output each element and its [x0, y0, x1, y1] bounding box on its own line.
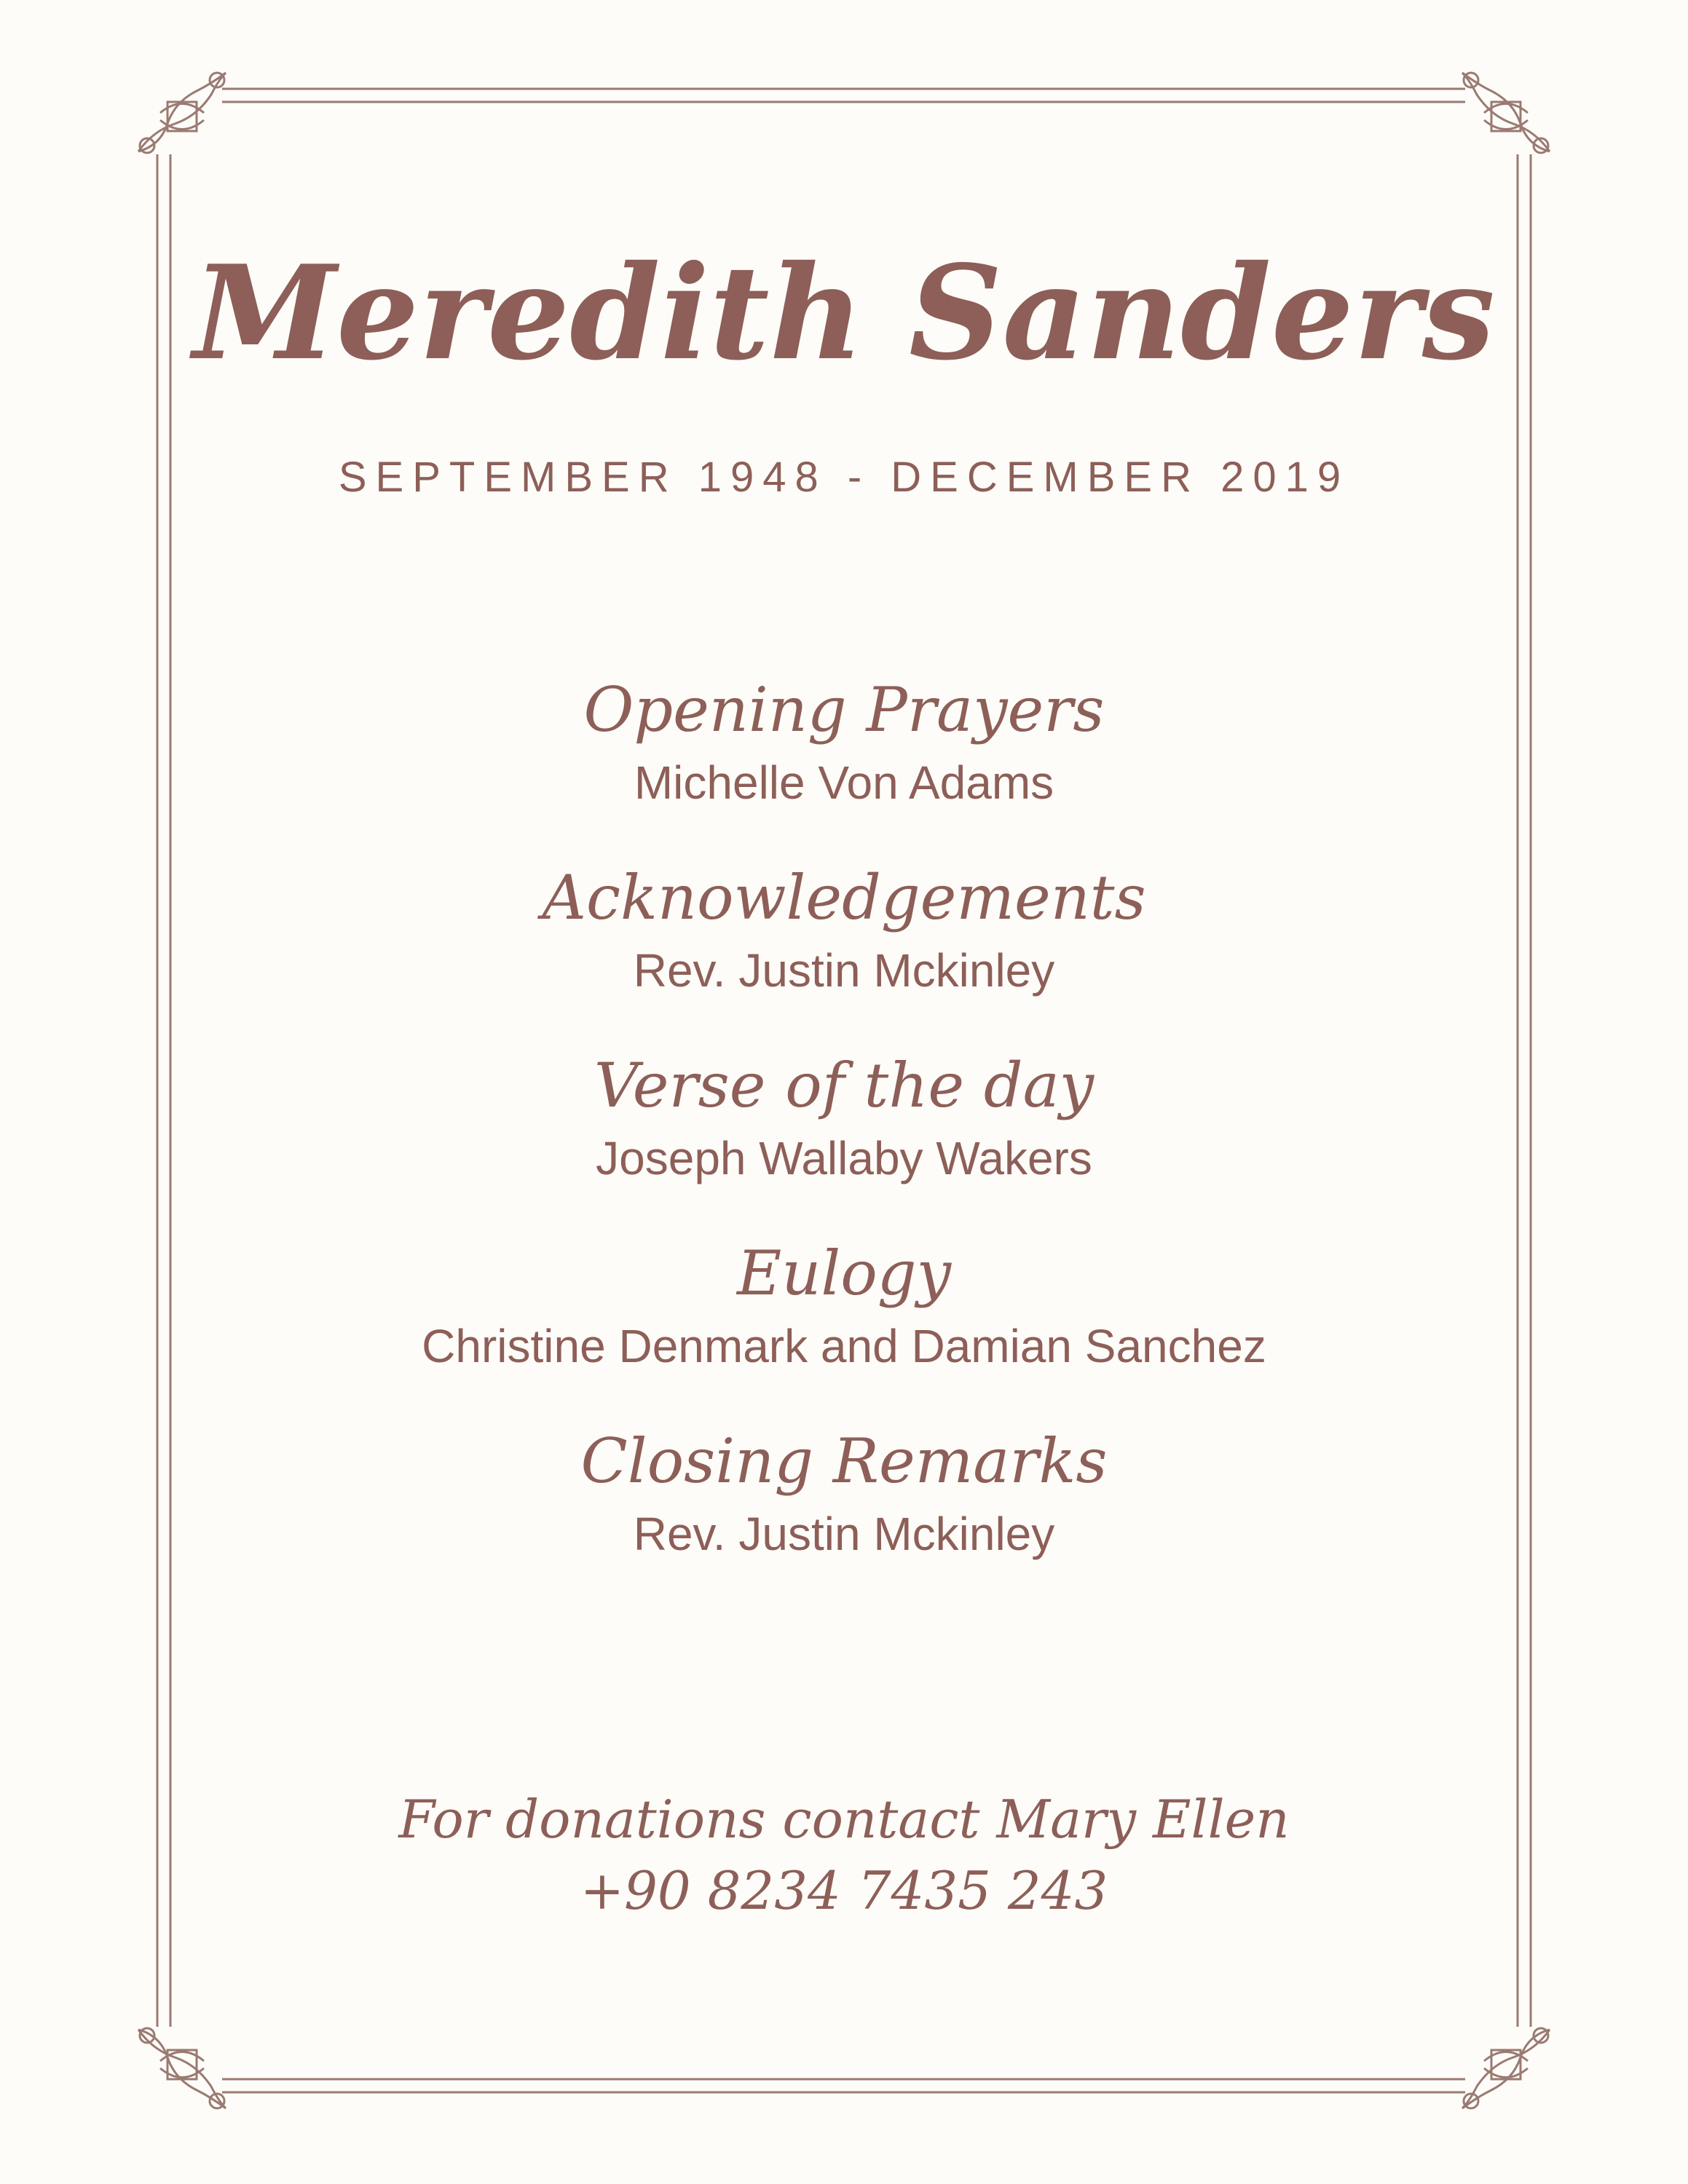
program-list	[0, 670, 1688, 1609]
program-item	[0, 1045, 1688, 1233]
program-item	[0, 858, 1688, 1045]
program-item-title: Opening Prayers	[583, 674, 1105, 745]
program-item-title: Acknowledgements	[542, 862, 1146, 933]
program-item-title: Verse of the day	[593, 1050, 1095, 1121]
donations-text: For donations contact Mary Ellen	[398, 1789, 1290, 1850]
program-item-person: Michelle Von Adams	[634, 756, 1054, 809]
program-item-title: Closing Remarks	[580, 1425, 1108, 1497]
program-item-person: Rev. Justin Mckinley	[633, 944, 1055, 997]
donations-contact	[0, 1784, 1688, 1926]
program-item-person: Christine Denmark and Damian Sanchez	[422, 1320, 1266, 1372]
program-item	[0, 1421, 1688, 1609]
program-item-person: Rev. Justin Mckinley	[633, 1508, 1055, 1560]
memorial-dates: SEPTEMBER 1948 - DECEMBER 2019	[338, 454, 1350, 501]
program-item-title: Eulogy	[736, 1238, 952, 1309]
donations-phone: +90 8234 7435 243	[580, 1860, 1108, 1921]
program-item	[0, 1233, 1688, 1421]
memorial-name: Meredith Sanders	[193, 237, 1495, 389]
program-item-person: Joseph Wallaby Wakers	[596, 1132, 1092, 1184]
program-item	[0, 670, 1688, 858]
